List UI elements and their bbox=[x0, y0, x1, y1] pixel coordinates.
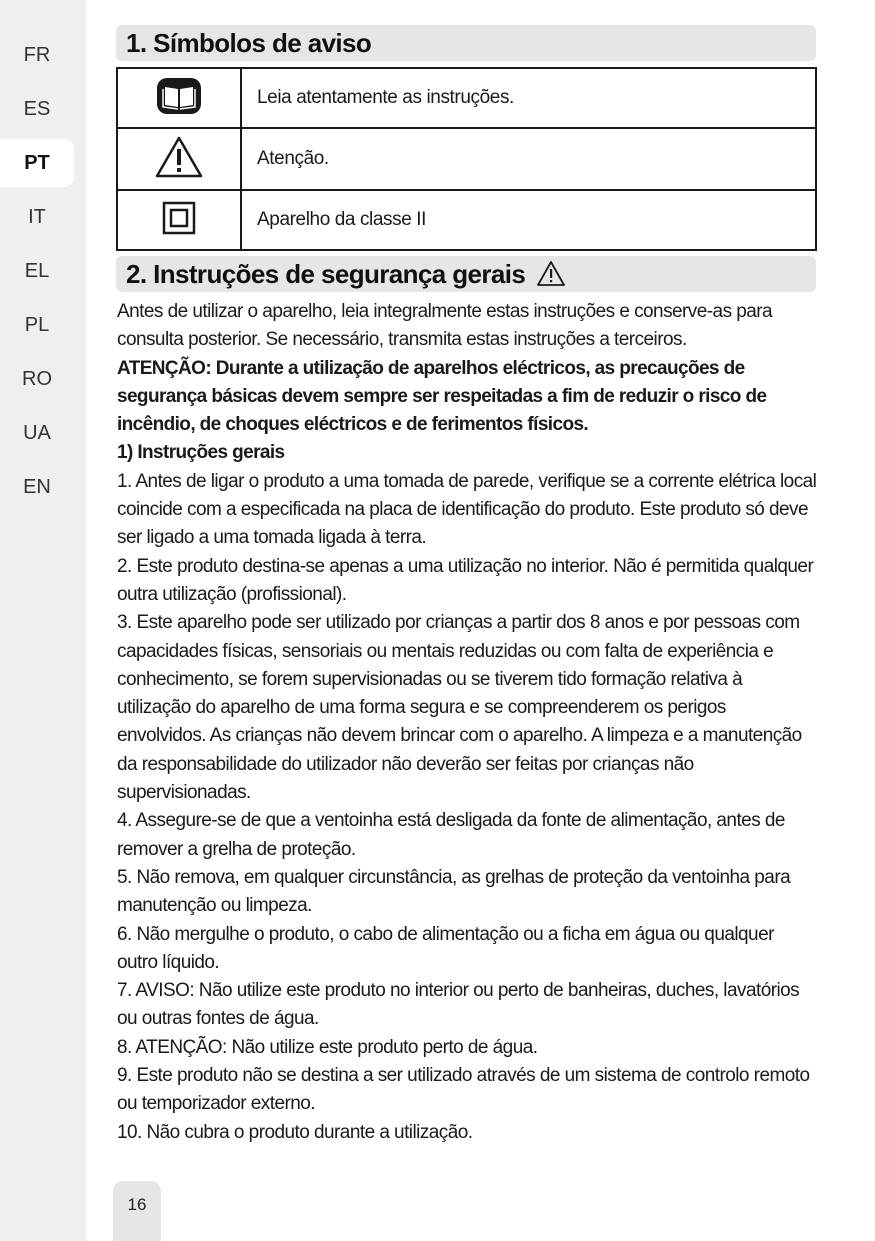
lang-tab-ua[interactable]: UA bbox=[23, 422, 51, 444]
symbol-cell bbox=[117, 190, 241, 250]
symbol-description: Aparelho da classe II bbox=[241, 190, 816, 250]
table-row bbox=[117, 68, 816, 128]
warning-triangle-icon bbox=[536, 260, 566, 287]
section-2-title bbox=[116, 256, 816, 292]
list-item: 5. Não remova, em qualquer circunstância, as grelhas de proteção da ventoinha para manutenção ou limpeza. bbox=[117, 866, 791, 917]
page-number: 16 bbox=[113, 1181, 161, 1241]
section-1-title-text: 1. Símbolos de aviso bbox=[126, 28, 372, 58]
list-item: 1. Antes de ligar o produto a uma tomada de parede, verifique se a corrente elétrica local coincide com a especificada na placa de identificação do produto. Este produto só deve ser ligado a uma tomada ligada à terra. bbox=[117, 470, 817, 549]
list-item: 8. ATENÇÃO: Não utilize este produto perto de água. bbox=[117, 1036, 538, 1058]
symbol-cell bbox=[117, 128, 241, 190]
list-item: 9. Este produto não se destina a ser utilizado através de um sistema de controlo remoto ou temporizador externo. bbox=[117, 1065, 810, 1115]
intro-paragraph: Antes de utilizar o aparelho, leia integralmente estas instruções e conserve-as para consulta posterior. Se necessário, transmita estas instruções a terceiros. bbox=[117, 301, 773, 351]
symbol-description: Atenção. bbox=[241, 128, 816, 190]
warning-paragraph: ATENÇÃO: Durante a utilização de aparelhos eléctricos, as precauções de segurança básicas devem sempre ser respeitadas a fim de reduzir o risco de incêndio, de choques eléctricos e de ferimentos físicos. bbox=[117, 357, 767, 436]
safety-instructions bbox=[117, 298, 817, 1147]
table-row bbox=[117, 190, 816, 250]
list-item: 7. AVISO: Não utilize este produto no interior ou perto de banheiras, duches, lavatórios ou outras fontes de água. bbox=[117, 980, 800, 1030]
warning-triangle-icon bbox=[154, 135, 204, 179]
list-item: 4. Assegure-se de que a ventoinha está desligada da fonte de alimentação, antes de remover a grelha de proteção. bbox=[117, 810, 785, 860]
symbol-cell bbox=[117, 68, 241, 128]
section-2-title-text: 2. Instruções de segurança gerais bbox=[126, 259, 526, 289]
section-1-title bbox=[116, 25, 816, 61]
lang-tab-it[interactable]: IT bbox=[28, 206, 46, 228]
list-item: 6. Não mergulhe o produto, o cabo de alimentação ou a ficha em água ou qualquer outro líquido. bbox=[117, 923, 774, 973]
subheading: 1) Instruções gerais bbox=[117, 442, 285, 464]
table-row bbox=[117, 128, 816, 190]
language-sidebar bbox=[0, 0, 86, 1241]
lang-tab-pl[interactable]: PL bbox=[24, 314, 50, 336]
list-item: 3. Este aparelho pode ser utilizado por crianças a partir dos 8 anos e por pessoas com capacidades físicas, sensoriais ou mentais reduzidas ou com falta de experiência e conhecimento, se forem supervisionadas ou se tiverem tido formação relativa à utilização do aparelho de uma forma segura e se compreenderem os perigos envolvidos. As crianças não devem brincar com o aparelho. A limpeza e a manutenção da responsabilidade do utilizador não deverão ser feitas por crianças não supervisionadas. bbox=[117, 612, 802, 804]
list-item: 2. Este produto destina-se apenas a uma utilização no interior. Não é permitida qualquer outra utilização (profissional). bbox=[117, 555, 814, 605]
list-item: 10. Não cubra o produto durante a utilização. bbox=[117, 1121, 473, 1143]
lang-tab-el[interactable]: EL bbox=[24, 260, 50, 282]
lang-tab-pt[interactable]: PT bbox=[0, 139, 74, 187]
lang-tab-ro[interactable]: RO bbox=[22, 368, 52, 390]
lang-tab-es[interactable]: ES bbox=[23, 98, 51, 120]
symbol-description: Leia atentamente as instruções. bbox=[241, 68, 816, 128]
manual-book-icon bbox=[155, 76, 203, 116]
warning-symbols-table bbox=[116, 67, 817, 251]
lang-tab-fr[interactable]: FR bbox=[23, 44, 51, 66]
lang-tab-en[interactable]: EN bbox=[23, 476, 51, 498]
class-ii-icon bbox=[162, 201, 196, 235]
